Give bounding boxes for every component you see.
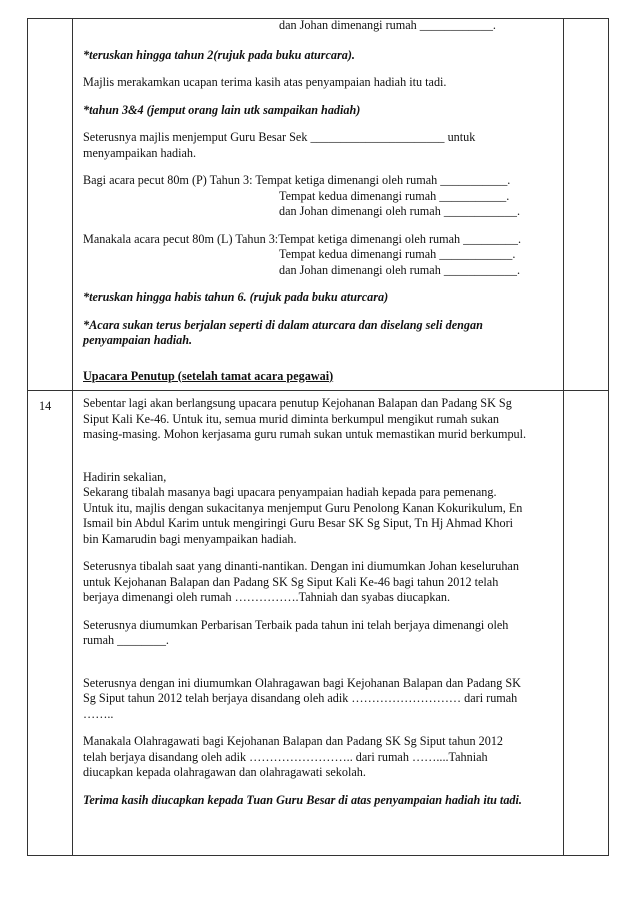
text-line: Manakala acara pecut 80m (L) Tahun 3:Tempat ketiga dimenangi oleh rumah _________. xyxy=(83,231,522,246)
text-line: Hadirin sekalian, xyxy=(83,469,167,484)
text-line: untuk Kejohanan Balapan dan Padang SK Sg Siput Kali Ke-46 bagi tahun 2012 telah xyxy=(83,574,499,589)
table-border-right xyxy=(608,18,609,856)
text-line: Seterusnya tibalah saat yang dinanti-nantikan. Dengan ini diumumkan Johan keseluruhan xyxy=(83,559,519,573)
text-line: Sg Siput tahun 2012 telah berjaya disandang oleh adik ……………………… dari rumah xyxy=(83,691,518,705)
paragraph-olahragawati xyxy=(83,734,561,781)
text-line: masing-masing. Mohon kerjasama guru rumah sukan untuk memastikan murid berkumpul. xyxy=(83,427,527,441)
text-line: rumah ________. xyxy=(83,633,169,647)
text-line: Tempat kedua dimenangi rumah ____________. xyxy=(279,247,516,261)
text-line: Tempat kedua dimenangi rumah ___________. xyxy=(279,188,510,203)
text-line: penyampaian hadiah. xyxy=(83,333,193,347)
column-divider-number xyxy=(72,18,73,856)
thanks-line: Majlis merakamkan ucapan terima kasih atas penyampaian hadiah itu tadi. xyxy=(83,75,447,89)
text-line: dan Johan dimenangi oleh rumah ____________. xyxy=(279,262,521,277)
text-line: Sekarang tibalah masanya bagi upacara penyampaian hadiah kepada para pemenang. xyxy=(83,485,497,499)
text-line: diucapkan kepada olahragawan dan olahragawati sekolah. xyxy=(83,765,366,779)
paragraph-upacara-penutup xyxy=(83,396,561,443)
text-line: dan Johan dimenangi oleh rumah ____________. xyxy=(279,204,521,218)
text-line: Ismail bin Abdul Karim untuk mengiringi Guru Besar SK Sg Siput, Tn Hj Ahmad Khori xyxy=(83,516,514,530)
note-tahun-3-4: *tahun 3&4 (jemput orang lain utk sampaikan hadiah) xyxy=(83,102,361,117)
text-line: berjaya dimenangi oleh rumah …………….Tahniah dan syabas diucapkan. xyxy=(83,590,451,604)
paragraph-pecut-p xyxy=(83,173,561,220)
section-heading: Upacara Penutup (setelah tamat acara pegawai) xyxy=(83,368,334,383)
text-line: telah berjaya disandang oleh adik …………………….. dari rumah ……....Tahniah xyxy=(83,749,488,764)
text-line: …….. xyxy=(83,706,114,721)
table-border-left xyxy=(27,18,28,856)
table-border-bottom xyxy=(27,855,609,856)
row-number: 14 xyxy=(39,399,52,413)
closing-line: Terima kasih diucapkan kepada Tuan Guru Besar di atas penyampaian hadiah itu tadi. xyxy=(83,792,522,807)
text-line: menyampaikan hadiah. xyxy=(83,145,197,160)
text-line: Sebentar lagi akan berlangsung upacara penutup Kejohanan Balapan dan Padang SK Sg xyxy=(83,396,512,410)
paragraph-johan-keseluruhan xyxy=(83,559,561,606)
text-line: Manakala Olahragawati bagi Kejohanan Balapan dan Padang SK Sg Siput tahun 2012 xyxy=(83,734,504,748)
column-divider-remark xyxy=(563,18,564,856)
text-line: Seterusnya majlis menjemput Guru Besar Sek ______________________ untuk xyxy=(83,130,476,144)
text-line: Seterusnya diumumkan Perbarisan Terbaik pada tahun ini telah berjaya dimenangi oleh xyxy=(83,617,509,632)
paragraph-invite-guru xyxy=(83,130,561,161)
paragraph-pecut-l xyxy=(83,232,561,279)
text-line: *Acara sukan terus berjalan seperti di dalam aturcara dan diselang seli dengan xyxy=(83,317,483,332)
note-tahun-2: *teruskan hingga tahun 2(rujuk pada buku aturcara). xyxy=(83,47,355,62)
text-line: Untuk itu, majlis dengan sukacitanya menjemput Guru Penolong Kanan Kokurikulum, En xyxy=(83,500,523,515)
johan-line: dan Johan dimenangi rumah ____________. xyxy=(279,18,496,32)
text-line: Siput Kali Ke-46. Untuk itu, semua murid diminta berkumpul mengikut rumah sukan xyxy=(83,411,500,426)
note-acara-sukan xyxy=(83,318,561,349)
table-content xyxy=(83,18,561,820)
paragraph-perbarisan xyxy=(83,618,561,649)
text-line: bin Kamarudin bagi menyampaikan hadiah. xyxy=(83,531,297,546)
text-line: Bagi acara pecut 80m (P) Tahun 3: Tempat ketiga dimenangi oleh rumah ___________. xyxy=(83,173,511,187)
note-tahun-6: *teruskan hingga habis tahun 6. (rujuk pada buku aturcara) xyxy=(83,290,389,304)
paragraph-olahragawan xyxy=(83,676,561,723)
text-line: Seterusnya dengan ini diumumkan Olahragawan bagi Kejohanan Balapan dan Padang SK xyxy=(83,675,521,690)
paragraph-hadirin xyxy=(83,470,561,548)
